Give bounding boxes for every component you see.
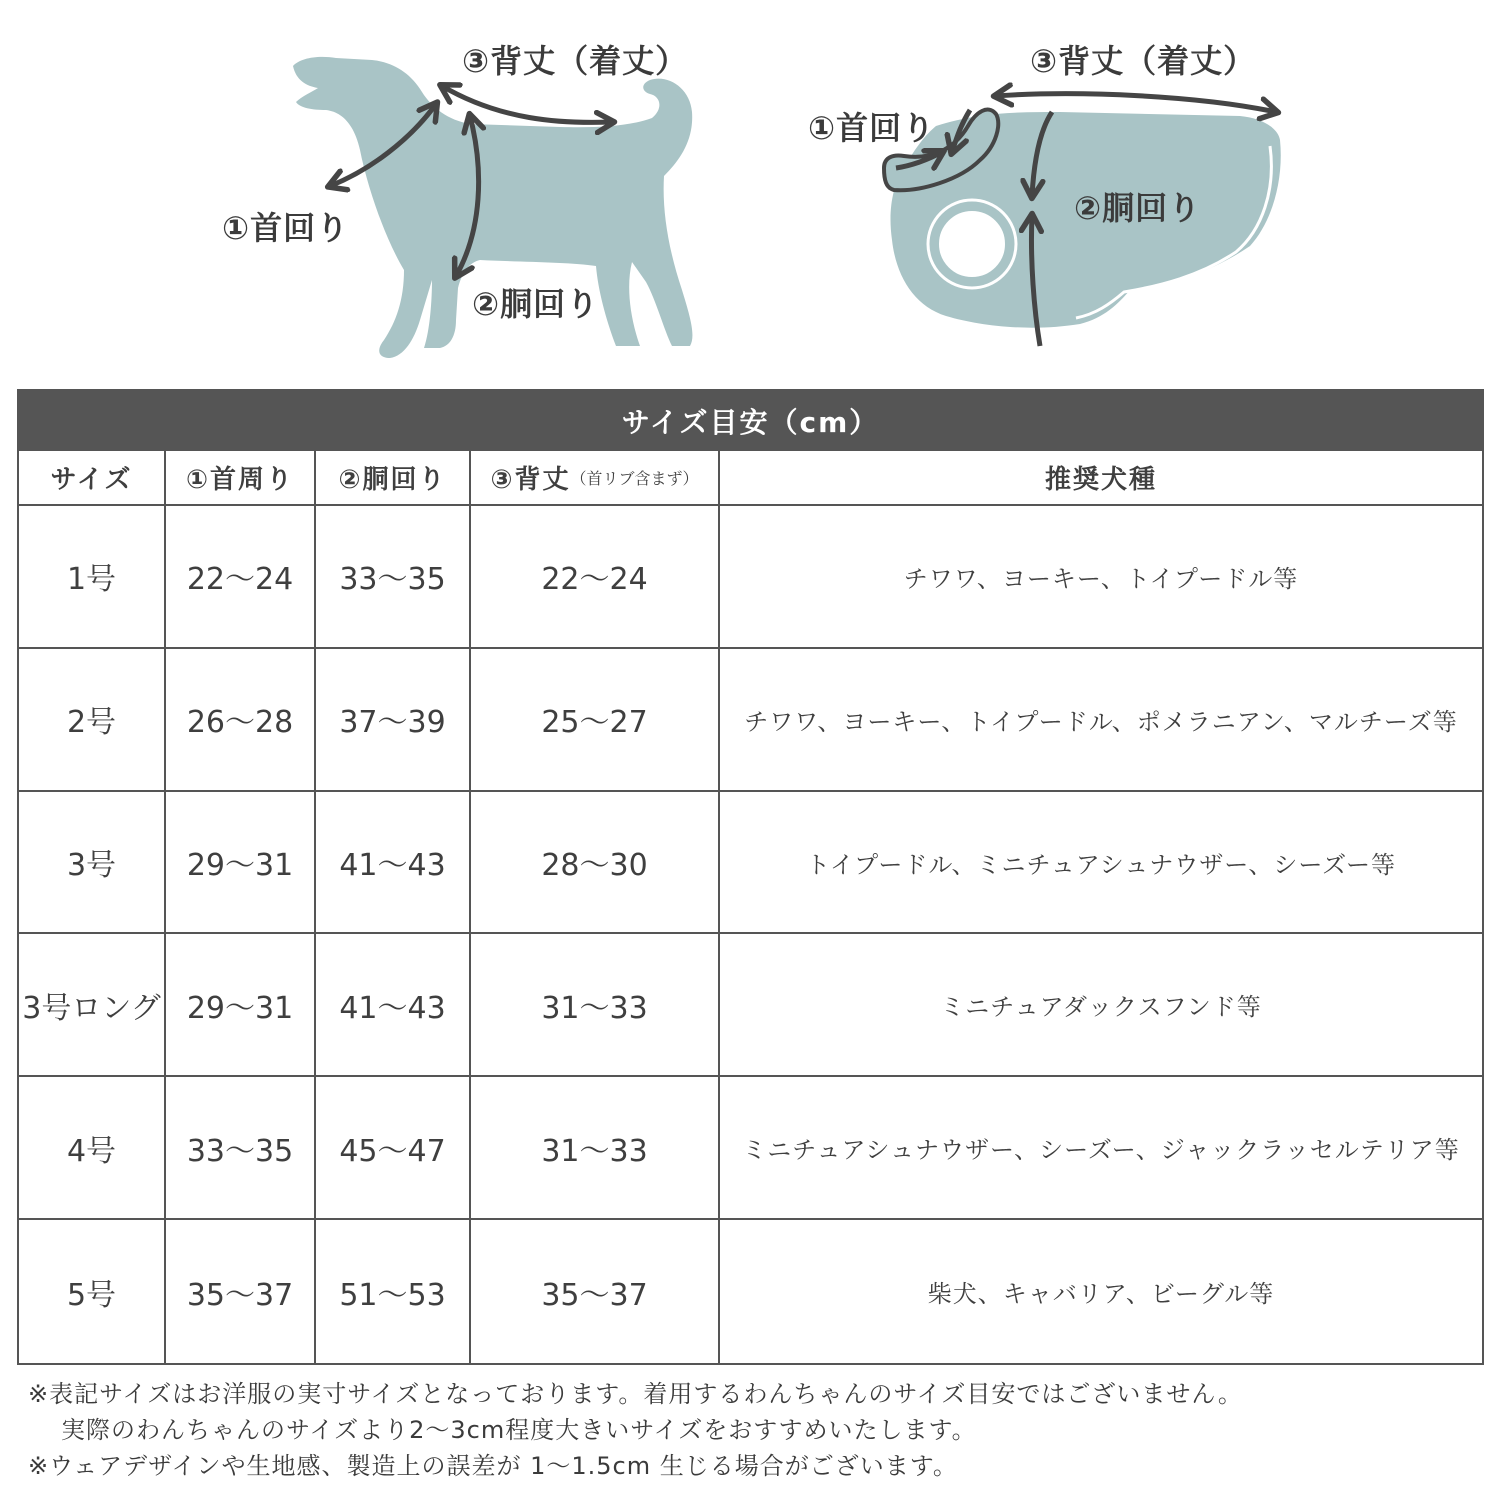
measurement-diagram xyxy=(0,0,1500,380)
cell-back: 31～33 xyxy=(471,1077,720,1220)
header-neck: ①首周り xyxy=(166,451,316,506)
diagram-graphics xyxy=(0,0,1500,380)
header-size: サイズ xyxy=(19,451,166,506)
wear-back-arrow xyxy=(996,94,1276,112)
cell-chest: 51～53 xyxy=(316,1220,471,1363)
cell-back: 25～27 xyxy=(471,649,720,792)
cell-size: 2号 xyxy=(19,649,166,792)
header-breeds: 推奨犬種 xyxy=(720,451,1482,506)
cell-size: 4号 xyxy=(19,1077,166,1220)
cell-breeds: 柴犬、キャバリア、ビーグル等 xyxy=(927,1280,1275,1309)
cell-size: 5号 xyxy=(19,1220,166,1363)
cell-breeds: トイプードル、ミニチュアシュナウザー、シーズー等 xyxy=(720,792,1482,935)
note-line-3: ※ウェアデザインや生地感、製造上の誤差が 1～1.5cm 生じる場合がございます。 xyxy=(28,1452,958,1480)
cell-neck: 29～31 xyxy=(166,934,316,1077)
cell-back: 28～30 xyxy=(471,792,720,935)
cell-chest: 45～47 xyxy=(316,1077,471,1220)
dog-chest-label: ②胴回り xyxy=(472,285,600,323)
note-line-1: ※表記サイズはお洋服の実寸サイズとなっております。着用するわんちゃんのサイズ目安ではございません。 xyxy=(28,1380,1243,1408)
size-table xyxy=(17,389,1484,1365)
wear-chest-label: ②胴回り xyxy=(1074,189,1202,227)
cell-neck: 22～24 xyxy=(166,506,316,649)
header-chest: ②胴回り xyxy=(316,451,471,506)
cell-breeds: チワワ、ヨーキー、トイプードル、ポメラニアン、マルチーズ等 xyxy=(720,649,1482,792)
dog-back-arrow xyxy=(442,86,612,122)
cell-neck: 29～31 xyxy=(166,792,316,935)
cell-size: 3号ロング xyxy=(19,934,166,1077)
cell-chest: 37～39 xyxy=(316,649,471,792)
cell-neck: 33～35 xyxy=(166,1077,316,1220)
dog-neck-label: ①首回り xyxy=(222,209,350,247)
header-back-note: （首リブ含まず） xyxy=(570,469,699,488)
cell-back: 22～24 xyxy=(471,506,720,649)
cell-chest: 41～43 xyxy=(316,934,471,1077)
cell-breeds: チワワ、ヨーキー、トイプードル等 xyxy=(720,506,1482,649)
note-line-2: 実際のわんちゃんのサイズより2～3cm程度大きいサイズをおすすめいたします。 xyxy=(61,1416,977,1444)
wear-neck-label: ①首回り xyxy=(808,109,936,147)
cell-back: 35～37 xyxy=(471,1220,720,1363)
header-back xyxy=(471,451,720,506)
cell-chest: 41～43 xyxy=(316,792,471,935)
wear-back-length-label: ③背丈（着丈） xyxy=(1030,42,1257,80)
cell-back: 31～33 xyxy=(471,934,720,1077)
cell-chest: 33～35 xyxy=(316,506,471,649)
dog-back-length-label: ③背丈（着丈） xyxy=(462,42,689,80)
cell-breeds: ミニチュアシュナウザー、シーズー、ジャックラッセルテリア等 xyxy=(720,1077,1482,1220)
table-grid xyxy=(19,451,1482,1363)
cell-size: 1号 xyxy=(19,506,166,649)
cell-neck: 26～28 xyxy=(166,649,316,792)
wear-armhole xyxy=(936,208,1008,280)
header-back-label: ③背丈 xyxy=(490,465,571,495)
cell-neck: 35～37 xyxy=(166,1220,316,1363)
cell-size: 3号 xyxy=(19,792,166,935)
notes xyxy=(28,1376,1243,1484)
table-title: サイズ目安（cm） xyxy=(19,391,1482,451)
cell-breeds: ミニチュアダックスフンド等 xyxy=(720,934,1482,1077)
